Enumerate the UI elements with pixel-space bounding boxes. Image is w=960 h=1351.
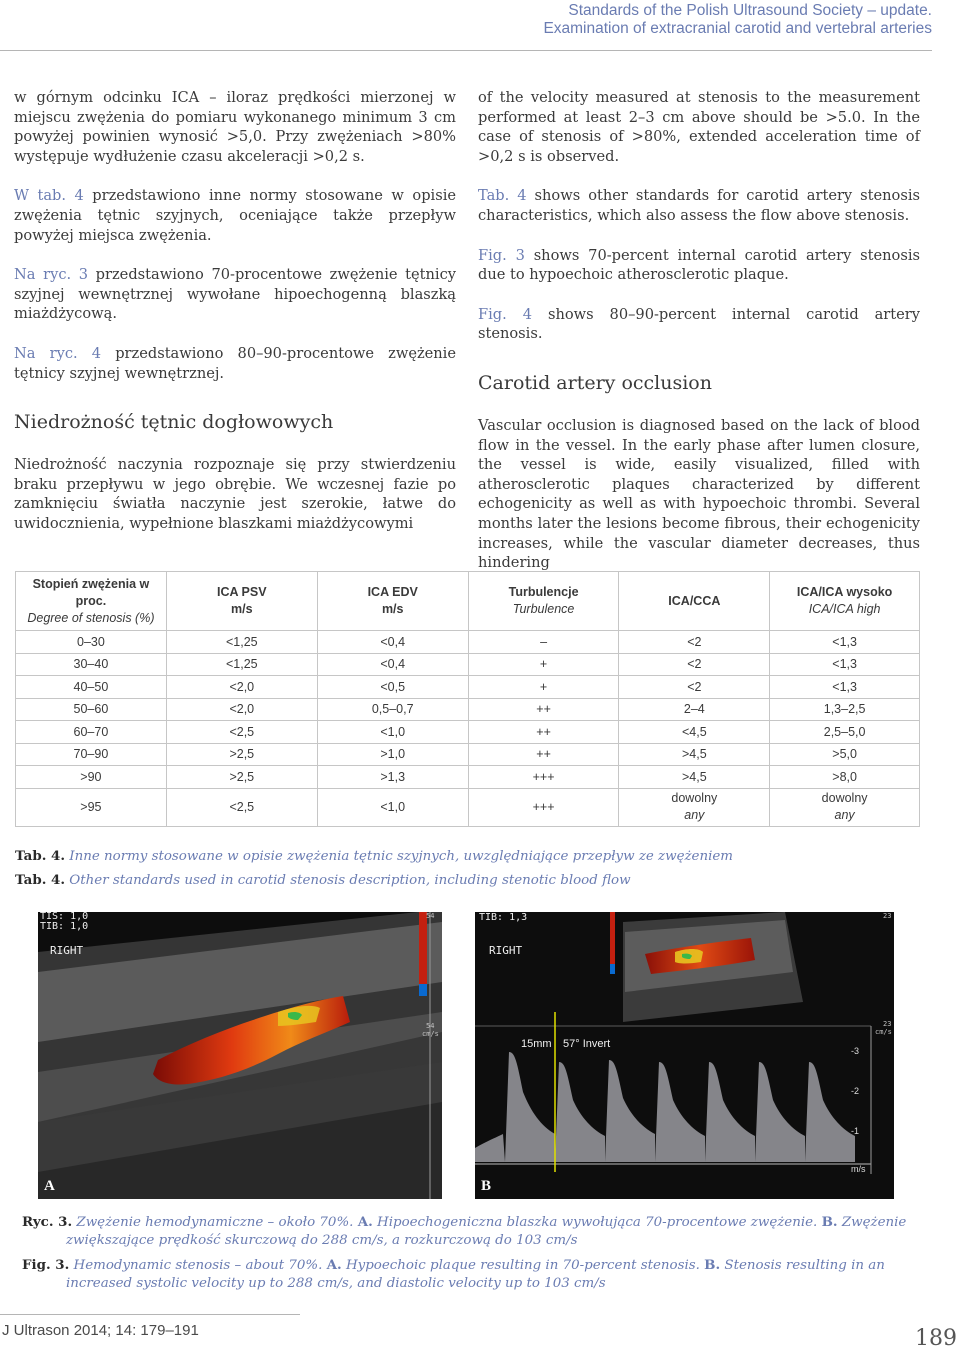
section-heading-en: Carotid artery occlusion: [478, 371, 712, 394]
table-cell: <2,0: [166, 676, 317, 699]
table-ref-link[interactable]: W tab. 4: [14, 187, 84, 205]
table-cell: 1,3–2,5: [770, 698, 920, 721]
table-row: [16, 653, 920, 676]
panel-b-tick: -3: [851, 1046, 860, 1056]
table-row: [16, 788, 920, 826]
right-paragraph-3: Fig. 3 shows 70-percent internal carotid artery stenosis due to hypoechoic atherosclerotic plaque.: [478, 246, 920, 284]
table-cell: <1,25: [166, 653, 317, 676]
table-cell: >5,0: [770, 743, 920, 766]
panel-a-scale-unit: cm/s: [422, 1030, 439, 1038]
panel-a-scale-top: 54: [426, 912, 435, 920]
table-cell: <0,4: [317, 631, 468, 654]
table-cell: >1,0: [317, 743, 468, 766]
journal-citation: J Ultrason 2014; 14: 179–191: [2, 1322, 199, 1339]
table-cell: <1,25: [166, 631, 317, 654]
table-cell: <4,5: [619, 721, 770, 744]
figure-ref-link[interactable]: Fig. 3: [478, 246, 525, 264]
doppler-image-b: [475, 912, 894, 1199]
table-cell: dowolny any: [619, 788, 770, 826]
panel-a-scale-bot: 54: [426, 1022, 435, 1030]
table-cell: <1,0: [317, 788, 468, 826]
running-header-line2: Examination of extracranial carotid and vertebral arteries: [543, 20, 932, 37]
panel-b-tib: TIB: 1,3: [479, 912, 528, 923]
panel-b-scale-unit: cm/s: [875, 1028, 892, 1036]
table-cell: >4,5: [619, 766, 770, 789]
left-paragraph-5: Niedrożność naczynia rozpoznaje się przy stwierdzeniu braku przepływu w jego obrębie. We wczesnej fazie po zamknięciu światła naczynie jest szerokie, łatwe do uwidocznienia, wypełnione blaszkami miażdżycowymi: [14, 456, 456, 532]
table-cell: >8,0: [770, 766, 920, 789]
table-row: [16, 698, 920, 721]
left-column: [14, 88, 456, 554]
panel-b-angle: 57° Invert: [563, 1038, 611, 1050]
col-header-degree: Stopień zwężenia w proc. Degree of stenosis (%): [16, 572, 167, 631]
panel-b-tick: -2: [851, 1086, 860, 1096]
table-cell: <1,3: [770, 653, 920, 676]
table-cell: ++: [468, 743, 619, 766]
table-cell: 0–30: [16, 631, 167, 654]
running-header-line1: Standards of the Polish Ultrasound Society – update.: [568, 2, 932, 19]
right-paragraph-5: Vascular occlusion is diagnosed based on the lack of blood flow in the vessel. In the early phase after lumen closure, the vessel is wide, easily visualized, filled with atherosclerotic plaques characterized by different echogenicity as well as with hypoechoic thrombi. Several months later the lesions become fibrous, their echogenicity increases, while the vascular diameter decreases, thus hindering: [478, 416, 920, 572]
table-cell: <2,0: [166, 698, 317, 721]
table-cell: ++: [468, 721, 619, 744]
left-paragraph-2: W tab. 4 przedstawiono inne normy stosowane w opisie zwężenia tętnic szyjnych, oceniające także przepływ powyżej miejsca zwężenia.: [14, 187, 456, 244]
right-paragraph-2: Tab. 4 shows other standards for carotid artery stenosis characteristics, which also assess the flow above stenosis.: [478, 187, 920, 224]
panel-a-side-label: RIGHT: [50, 944, 84, 957]
header-divider: [0, 50, 932, 51]
panel-b-scale-mid: 23: [883, 1020, 892, 1028]
table-row: [16, 766, 920, 789]
table-cell: >2,5: [166, 766, 317, 789]
table-cell: +++: [468, 788, 619, 826]
right-paragraph-4: Fig. 4 shows 80–90-percent internal carotid artery stenosis.: [478, 305, 921, 343]
panel-a-tis: TIS: 1,0: [40, 912, 89, 922]
table-cell: +: [468, 676, 619, 699]
section-heading-pl: Niedrożność tętnic dogłowowych: [14, 411, 334, 434]
panel-b-label: B: [481, 1178, 492, 1194]
left-paragraph-1: w górnym odcinku ICA – iloraz prędkości mierzonej w miejscu zwężenia do pomiaru wykonanego minimum 3 cm powyżej powinien wynosić >5,0. Przy zwężeniach >80% występuje wydłużenie czasu akceleracji >0,2 s.: [14, 89, 456, 165]
table-cell: <1,3: [770, 676, 920, 699]
table-cell: >90: [16, 766, 167, 789]
table-cell: <2: [619, 676, 770, 699]
table-cell: dowolny any: [770, 788, 920, 826]
table-cell: –: [468, 631, 619, 654]
table-cell: >1,3: [317, 766, 468, 789]
panel-b-tick-unit: m/s: [851, 1164, 866, 1174]
panel-b-side-label: RIGHT: [489, 944, 523, 957]
page-number: 189: [915, 1326, 957, 1351]
table-cell: 2,5–5,0: [770, 721, 920, 744]
table-cell: +++: [468, 766, 619, 789]
panel-a-tib: TIB: 1,0: [40, 921, 89, 932]
col-header-psv: ICA PSV m/s: [166, 572, 317, 631]
right-paragraph-1: of the velocity measured at stenosis to the measurement performed at least 2–3 cm above should be >5.0. In the case of stenosis of >80%, extended acceleration time of >0,2 s is observed.: [478, 89, 920, 165]
col-header-edv: ICA EDV m/s: [317, 572, 468, 631]
footer-divider: [0, 1314, 300, 1315]
table-cell: 0,5–0,7: [317, 698, 468, 721]
ultrasound-panel-b: [475, 912, 894, 1199]
ultrasound-panel-a: [38, 912, 442, 1199]
table-row: [16, 631, 920, 654]
figure-caption: [22, 1213, 922, 1293]
figure-ref-link[interactable]: Fig. 4: [478, 305, 533, 323]
table-cell: <1,0: [317, 721, 468, 744]
right-column: [478, 88, 920, 593]
table-cell: 50–60: [16, 698, 167, 721]
table-row: [16, 676, 920, 699]
table-cell: >4,5: [619, 743, 770, 766]
stenosis-standards-table: [15, 571, 920, 827]
table-cell: +: [468, 653, 619, 676]
table-cell: <0,5: [317, 676, 468, 699]
panel-b-depth: 15mm: [521, 1038, 552, 1050]
table-cell: 40–50: [16, 676, 167, 699]
table-row: [16, 743, 920, 766]
col-header-turbulence: Turbulencje Turbulence: [468, 572, 619, 631]
table-cell: >95: [16, 788, 167, 826]
table-cell: <0,4: [317, 653, 468, 676]
table-cell: >2,5: [166, 743, 317, 766]
table-cell: <2: [619, 631, 770, 654]
table-row: [16, 721, 920, 744]
col-header-ica-cca: ICA/CCA: [619, 572, 770, 631]
left-paragraph-3: Na ryc. 3 przedstawiono 70-procentowe zwężenie tętnicy szyjnej wewnętrznej wywołane hipoechogenną blaszką miażdżycową.: [14, 266, 456, 323]
table-cell: <1,3: [770, 631, 920, 654]
table-cell: ++: [468, 698, 619, 721]
table-caption: [15, 847, 733, 890]
table-cell: 60–70: [16, 721, 167, 744]
panel-b-tick: -1: [851, 1126, 860, 1136]
table-caption-en: Tab. 4. Other standards used in carotid stenosis description, including stenotic blood flow: [15, 872, 631, 888]
table-cell: <2,5: [166, 721, 317, 744]
table-cell: <2: [619, 653, 770, 676]
table-cell: 2–4: [619, 698, 770, 721]
doppler-image-a: [38, 912, 442, 1199]
table-cell: 30–40: [16, 653, 167, 676]
running-header: [0, 2, 932, 38]
table-caption-pl: Tab. 4. Inne normy stosowane w opisie zwężenia tętnic szyjnych, uwzględniające przepływ ze zwężeniem: [15, 848, 734, 864]
figure-caption-pl: Ryc. 3. Zwężenie hemodynamiczne – około 70%. A. Hipoechogeniczna blaszka wywołująca 70-procentowe zwężenie. B. Zwężenie zwiększające prędkość skurczową do 288 cm/s, a rozkurczową do 103 cm/s: [22, 1214, 907, 1248]
figure-caption-en: Fig. 3. Hemodynamic stenosis – about 70%. A. Hypoechoic plaque resulting in 70-percent stenosis. B. Stenosis resulting in an increased systolic velocity up to 288 cm/s, and diastolic velocity up to 103 cm/s: [22, 1257, 885, 1291]
panel-a-label: A: [44, 1178, 55, 1194]
panel-b-scale-top: 23: [883, 912, 892, 920]
figure-ref-link[interactable]: Na ryc. 3: [14, 266, 89, 284]
left-paragraph-4: Na ryc. 4 przedstawiono 80–90-procentowe zwężenie tętnicy szyjnej wewnętrznej.: [14, 344, 456, 382]
figure-ref-link[interactable]: Na ryc. 4: [14, 344, 102, 362]
spectral-waveform: [475, 1052, 855, 1162]
table-cell: <2,5: [166, 788, 317, 826]
table-cell: 70–90: [16, 743, 167, 766]
col-header-ica-ica: ICA/ICA wysoko ICA/ICA high: [770, 572, 920, 631]
table-header-row: [16, 572, 920, 631]
table-ref-link[interactable]: Tab. 4: [478, 187, 527, 205]
